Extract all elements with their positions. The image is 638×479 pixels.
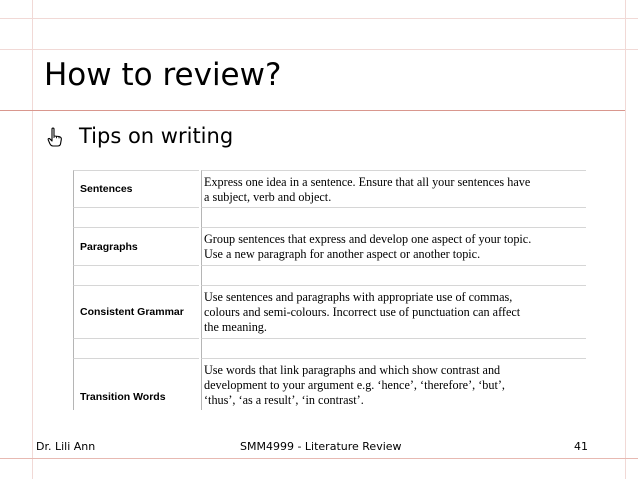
grid-line xyxy=(625,0,626,479)
table-row xyxy=(73,170,586,207)
row-description-line: Express one idea in a sentence. Ensure that all your sentences have xyxy=(204,175,531,189)
spacer-row xyxy=(73,338,586,358)
grid-line xyxy=(0,18,638,19)
row-description-line: Use sentences and paragraphs with appropriate use of commas, xyxy=(204,290,513,304)
table-row xyxy=(73,227,586,265)
row-description-line: colours and semi-colours. Incorrect use of punctuation can affect xyxy=(204,305,521,319)
row-description-line: the meaning. xyxy=(204,320,267,334)
bullet-text: Tips on writing xyxy=(79,124,234,148)
spacer-row xyxy=(73,207,586,227)
row-label: Sentences xyxy=(80,183,133,195)
pointing-hand-icon xyxy=(46,127,64,147)
row-description-line: a subject, verb and object. xyxy=(204,190,332,204)
table-row xyxy=(73,358,586,410)
bullet-item xyxy=(46,126,233,147)
row-description-line: development to your argument e.g. ‘hence’, ‘therefore’, ‘but’, xyxy=(204,378,505,392)
footer-course: SMM4999 - Literature Review xyxy=(240,440,402,453)
row-description-line: ‘thus’, ‘as a result’, ‘in contrast’. xyxy=(204,393,364,407)
row-label: Transition Words xyxy=(80,390,166,403)
row-description-line: Use words that link paragraphs and which show contrast and xyxy=(204,363,501,377)
slide-title: How to review? xyxy=(44,57,282,93)
table-row xyxy=(73,285,586,338)
grid-line xyxy=(0,49,638,50)
spacer-row xyxy=(73,265,586,285)
row-description-line: Use a new paragraph for another aspect or another topic. xyxy=(204,247,481,261)
grid-line xyxy=(32,0,33,479)
title-divider xyxy=(0,110,625,111)
footer-author: Dr. Lili Ann xyxy=(36,440,96,453)
footer-divider xyxy=(0,458,638,459)
row-label: Consistent Grammar xyxy=(80,306,184,318)
row-label: Paragraphs xyxy=(80,240,138,253)
footer-page-number: 41 xyxy=(574,440,588,453)
tips-table xyxy=(73,170,586,410)
row-description-line: Group sentences that express and develop one aspect of your topic. xyxy=(204,232,532,246)
